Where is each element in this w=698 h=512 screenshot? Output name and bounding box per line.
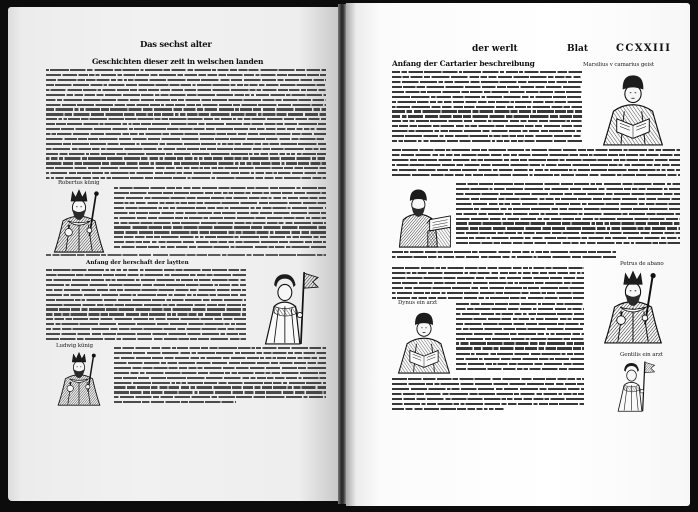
text-line <box>392 378 584 380</box>
text-line <box>392 251 616 253</box>
text-line <box>456 188 680 190</box>
text-line <box>392 277 584 279</box>
text-line <box>392 169 680 171</box>
text-line <box>114 367 326 369</box>
woodcut-bearded-physician <box>586 268 680 344</box>
text-line <box>114 202 326 204</box>
caption-petrus: Petrus de abano <box>620 261 664 267</box>
text-line <box>46 104 326 106</box>
text-line <box>392 125 582 127</box>
text-line <box>114 357 326 359</box>
left-text-block-3 <box>46 268 246 341</box>
text-line <box>392 120 582 122</box>
text-line <box>456 303 584 305</box>
text-line <box>392 408 584 410</box>
text-line <box>46 333 246 335</box>
text-line <box>46 323 246 325</box>
text-line <box>46 254 326 256</box>
caption-ludwig: Ludwig künig <box>56 343 93 349</box>
caption-gentilis: Gentilis ein arzt <box>620 352 663 358</box>
left-text-block-2 <box>114 186 326 252</box>
text-line <box>114 197 326 199</box>
right-text-block-6 <box>456 352 584 374</box>
text-line <box>114 187 326 189</box>
text-line <box>392 115 582 117</box>
text-line <box>46 284 246 286</box>
text-line <box>456 213 680 215</box>
text-line <box>114 352 326 354</box>
right-text-block-1 <box>392 70 582 146</box>
text-line <box>392 91 582 93</box>
text-line <box>456 198 680 200</box>
text-line <box>392 256 616 258</box>
text-line <box>114 386 326 388</box>
text-line <box>46 108 326 110</box>
text-line <box>114 222 326 224</box>
text-line <box>114 372 326 374</box>
text-line <box>114 192 326 194</box>
text-line <box>46 279 246 281</box>
text-line <box>392 106 582 108</box>
left-subheading: Anfang der herschaft der laytten <box>86 260 189 266</box>
text-line <box>392 71 582 73</box>
left-text-line-caption-row <box>46 253 326 258</box>
left-chapter-heading: Geschichten dieser zeit in welschen landen <box>92 57 264 66</box>
left-text-block-1 <box>46 68 326 180</box>
text-line <box>456 342 584 344</box>
caption-robertus: Robertus künig <box>58 180 100 186</box>
text-line <box>46 157 326 159</box>
text-line <box>456 313 584 315</box>
text-line <box>46 113 326 115</box>
text-line <box>46 338 246 340</box>
text-line <box>114 226 326 228</box>
text-line <box>114 401 326 403</box>
book-gutter <box>338 4 346 504</box>
text-line <box>456 338 584 340</box>
text-line <box>392 76 582 78</box>
text-line <box>114 362 326 364</box>
text-line <box>392 159 680 161</box>
text-line <box>392 272 584 274</box>
text-line <box>46 313 246 315</box>
text-line <box>392 130 582 132</box>
text-line <box>392 267 584 269</box>
text-line <box>392 383 584 385</box>
text-line <box>392 282 584 284</box>
text-line <box>456 333 584 335</box>
text-line <box>114 396 326 398</box>
right-text-block-7 <box>392 377 584 413</box>
text-line <box>456 242 680 244</box>
text-line <box>392 96 582 98</box>
text-line <box>46 94 326 96</box>
text-line <box>392 110 582 112</box>
text-line <box>46 89 326 91</box>
text-line <box>114 246 326 248</box>
text-line <box>456 353 584 355</box>
text-line <box>46 148 326 150</box>
text-line <box>456 358 584 360</box>
text-line <box>114 377 326 379</box>
text-line <box>392 135 582 137</box>
text-line <box>456 232 680 234</box>
text-line <box>392 403 584 405</box>
text-line <box>114 382 326 384</box>
woodcut-king-robertus <box>46 187 112 253</box>
text-line <box>114 212 326 214</box>
text-line <box>46 128 326 130</box>
text-line <box>392 149 680 151</box>
woodcut-physician-dynus <box>394 308 454 374</box>
text-line <box>392 86 582 88</box>
text-line <box>392 101 582 103</box>
text-line <box>456 208 680 210</box>
text-line <box>456 308 584 310</box>
text-line <box>456 193 680 195</box>
text-line <box>456 203 680 205</box>
text-line <box>46 162 326 164</box>
text-line <box>114 236 326 238</box>
text-line <box>46 74 326 76</box>
text-line <box>456 237 680 239</box>
text-line <box>392 154 680 156</box>
left-text-block-4 <box>114 346 326 407</box>
text-line <box>392 388 584 390</box>
text-line <box>456 368 584 370</box>
text-line <box>46 153 326 155</box>
text-line <box>114 217 326 219</box>
text-line <box>46 172 326 174</box>
right-text-block-5 <box>456 302 584 350</box>
text-line <box>46 328 246 330</box>
right-chapter-heading: Anfang der Cartarier beschreibung <box>392 59 535 68</box>
text-line <box>46 289 246 291</box>
folio-label: Blat <box>567 44 589 54</box>
text-line <box>46 133 326 135</box>
text-line <box>46 177 326 179</box>
caption-marsilius: Marsilius v camarius geist <box>583 62 654 68</box>
text-line <box>46 138 326 140</box>
woodcut-physician-gentilis <box>586 360 680 412</box>
text-line <box>392 398 584 400</box>
text-line <box>456 222 680 224</box>
woodcut-figure-with-banner <box>248 270 326 345</box>
woodcut-king-ludwig <box>46 350 112 406</box>
text-line <box>392 393 584 395</box>
text-line <box>114 391 326 393</box>
text-line <box>392 287 584 289</box>
text-line <box>392 297 584 299</box>
text-line <box>456 347 584 349</box>
folio-number: CCXXIII <box>616 43 672 54</box>
text-line <box>46 318 246 320</box>
right-text-block-3 <box>456 182 680 248</box>
text-line <box>392 174 680 176</box>
text-line <box>114 207 326 209</box>
woodcut-seated-writer <box>394 182 454 248</box>
text-line <box>456 218 680 220</box>
text-line <box>46 299 246 301</box>
right-text-block-3b <box>392 250 616 262</box>
text-line <box>46 143 326 145</box>
text-line <box>46 167 326 169</box>
right-text-block-4 <box>392 266 584 299</box>
text-line <box>456 363 584 365</box>
text-line <box>392 164 680 166</box>
text-line <box>114 231 326 233</box>
left-running-head: Das sechst alter <box>140 40 212 50</box>
text-line <box>46 69 326 71</box>
text-line <box>456 318 584 320</box>
text-line <box>46 123 326 125</box>
text-line <box>392 140 582 142</box>
text-line <box>46 99 326 101</box>
text-line <box>46 304 246 306</box>
text-line <box>114 347 326 349</box>
text-line <box>46 294 246 296</box>
woodcut-scholar-marsilius <box>586 70 680 146</box>
text-line <box>456 328 584 330</box>
text-line <box>456 227 680 229</box>
text-line <box>46 269 246 271</box>
text-line <box>46 308 246 310</box>
right-running-head: der werlt <box>472 44 518 54</box>
text-line <box>46 118 326 120</box>
caption-dynus: Dynus ein arzt <box>398 300 438 306</box>
right-text-block-2 <box>392 148 680 180</box>
text-line <box>46 79 326 81</box>
text-line <box>46 274 246 276</box>
text-line <box>114 241 326 243</box>
text-line <box>392 81 582 83</box>
text-line <box>392 292 584 294</box>
text-line <box>456 323 584 325</box>
text-line <box>456 183 680 185</box>
text-line <box>46 84 326 86</box>
